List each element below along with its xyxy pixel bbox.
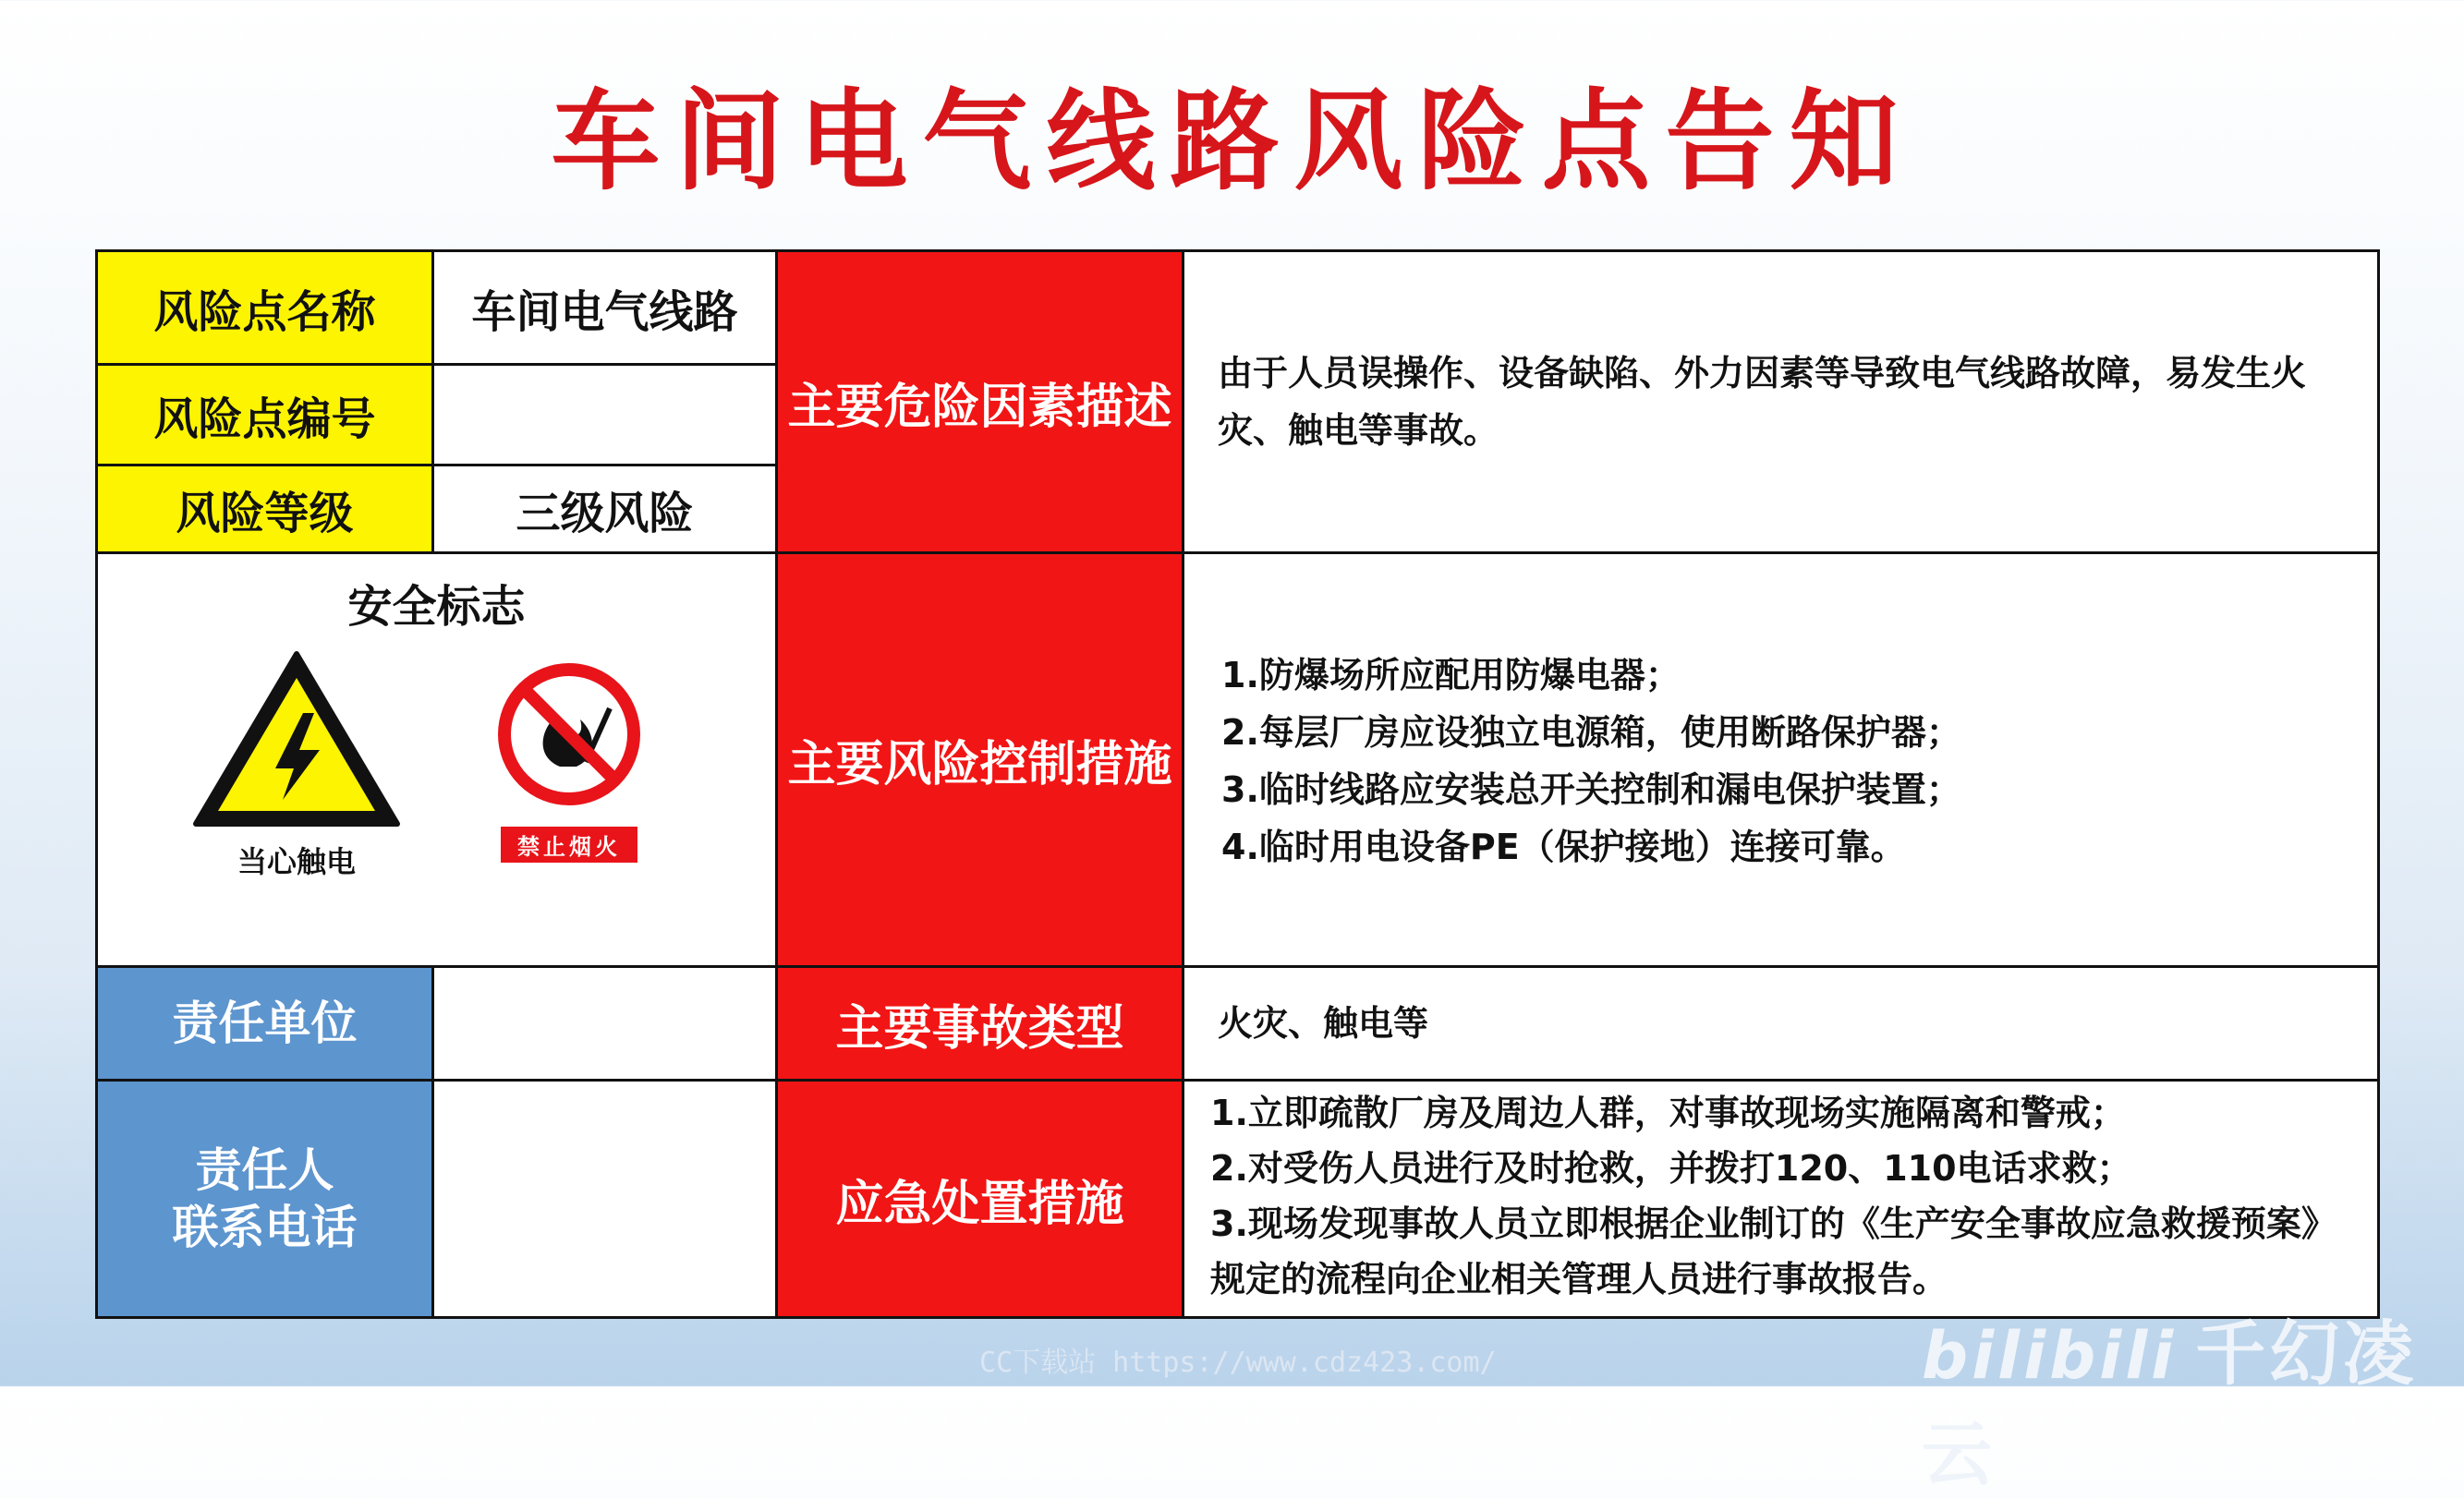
risk-id-label: 风险点编号: [98, 366, 434, 466]
person-label: [98, 1082, 434, 1316]
control-measures: [1184, 554, 2377, 968]
emergency-label: 应急处置措施: [778, 1082, 1184, 1316]
risk-id-value: [434, 366, 778, 466]
emergency-item: 1.立即疏散厂房及周边人群，对事故现场实施隔离和警戒；: [1210, 1093, 2126, 1133]
control-item: 2.每层厂房应设独立电源箱，使用断路保护器；: [1221, 712, 1961, 753]
sign1-caption: 当心触电: [237, 844, 356, 879]
accident-types: 火灾、触电等: [1184, 968, 2377, 1082]
emergency-item: 规定的流程向企业相关管理人员进行事故报告。: [1210, 1259, 1948, 1300]
page-title: 车间电气线路风险点告知: [551, 78, 1913, 205]
risk-level-value: 三级风险: [434, 466, 778, 554]
hazard-label: 主要危险因素描述: [778, 252, 1184, 554]
person-label-line1: 责任人: [195, 1143, 334, 1197]
safety-signs-panel: [98, 554, 778, 968]
risk-name-value: 车间电气线路: [434, 252, 778, 366]
control-item: 1.防爆场所应配用防爆电器；: [1221, 655, 1681, 695]
site-watermark: CC下载站 https://www.cdz423.com/: [979, 1347, 1497, 1379]
safety-signs-title: 安全标志: [347, 581, 526, 633]
emergency-item: 2.对受伤人员进行及时抢救，并拨打120、110电话求救；: [1210, 1148, 2132, 1189]
accident-label: 主要事故类型: [778, 968, 1184, 1082]
electric-shock-sign: [190, 647, 403, 881]
no-fire-icon: [495, 660, 643, 808]
emergency-item: 3.现场发现事故人员立即根据企业制订的《生产安全事故应急救援预案》: [1210, 1203, 2337, 1244]
unit-label: 责任单位: [98, 968, 434, 1082]
unit-value: [434, 968, 778, 1082]
risk-level-label: 风险等级: [98, 466, 434, 554]
sign2-caption: 禁止烟火: [501, 827, 637, 863]
bilibili-icon: bilibili: [1922, 1318, 2178, 1394]
control-item: 3.临时线路应安装总开关控制和漏电保护装置；: [1221, 769, 1961, 810]
control-label: 主要风险控制措施: [778, 554, 1184, 968]
brand-name: 千幻凌云: [1922, 1312, 2418, 1495]
emergency-measures: [1184, 1082, 2377, 1316]
person-value: [434, 1082, 778, 1316]
control-item: 4.临时用电设备PE（保护接地）连接可靠。: [1221, 827, 1906, 867]
risk-name-label: 风险点名称: [98, 252, 434, 366]
brand-watermark: [1922, 1298, 2464, 1499]
high-voltage-warning-icon: [190, 647, 403, 831]
person-label-line2: 联系电话: [172, 1201, 358, 1254]
hazard-description: 由于人员误操作、设备缺陷、外力因素等导致电气线路故障，易发生火灾、触电等事故。: [1184, 252, 2377, 554]
no-fire-sign: [495, 660, 643, 863]
risk-table: [95, 249, 2380, 1319]
